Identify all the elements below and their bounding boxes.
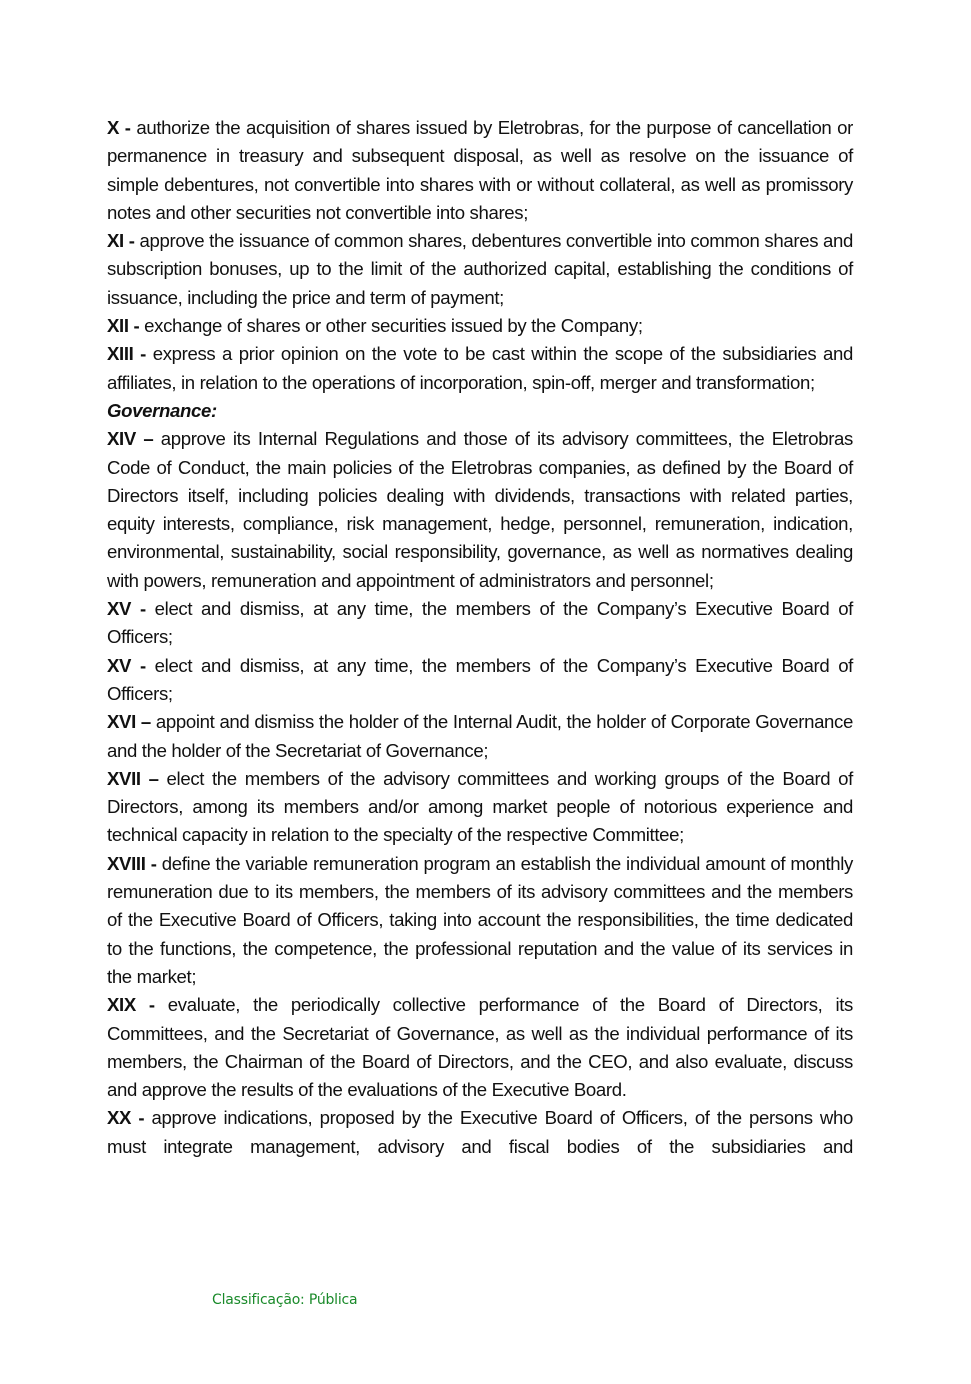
clause-number: XX - <box>107 1107 145 1129</box>
clause-xi <box>107 227 853 312</box>
clause-number: X - <box>107 117 131 138</box>
clause-number: XI - <box>107 230 135 252</box>
clause-text: appoint and dismiss the holder of the Internal Audit, the holder of Corporate Governance and the holder of the Secretariat of Governance; <box>107 711 853 761</box>
clause-xx <box>107 1104 853 1161</box>
clause-text: exchange of shares or other securities issued by the Company; <box>139 315 643 337</box>
clause-xvi <box>107 708 853 765</box>
clause-xii <box>107 312 853 340</box>
clause-text: approve its Internal Regulations and those of its advisory committees, the Eletrobras Code of Conduct, the main policies of the Eletrobras companies, as defined by the Board of Directors itself, including policies dealing with dividends, transactions with related parties, equity interests, compliance, risk management, hedge, personnel, remuneration, indication, environmental, sustainability, social responsibility, governance, as well as normatives dealing with powers, remuneration and appointment of administrators and personnel; <box>107 428 853 591</box>
clause-text: evaluate, the periodically collective performance of the Board of Directors, its Committees, and the Secretariat of Governance, as well as the individual performance of its members, the Chairman of the Board of Directors, and the CEO, and also evaluate, discuss and approve the results of the evaluations of the Executive Board. <box>107 994 854 1101</box>
clause-number: XII - <box>107 315 140 337</box>
clause-number: XV - <box>107 598 146 620</box>
section-heading-governance: Governance: <box>107 399 217 421</box>
classification-label: Classificação: Pública <box>212 1292 358 1308</box>
clause-xv <box>107 595 853 652</box>
clause-number: XVIII - <box>107 852 157 874</box>
clause-xv-duplicate <box>107 652 853 709</box>
clause-number: XV - <box>107 654 146 676</box>
clause-xviii <box>107 850 853 991</box>
clause-number: XIV – <box>107 428 154 450</box>
clause-text: authorize the acquisition of shares issued by Eletrobras, for the purpose of cancellation or permanence in treasury and subsequent disposal, as well as resolve on the issuance of simple debentures, not convertible into shares with or without collateral, as well as promissory notes and other securities not convertible into shares; <box>107 117 853 223</box>
clause-xix <box>107 991 853 1104</box>
clause-number: XIX - <box>107 994 155 1016</box>
clause-text: express a prior opinion on the vote to be cast within the scope of the subsidiaries and affiliates, in relation to the operations of incorporation, spin-off, merger and transformation; <box>107 343 853 393</box>
clause-text: elect and dismiss, at any time, the members of the Company’s Executive Board of Officers; <box>107 598 853 648</box>
clause-number: XVI – <box>107 711 151 733</box>
clause-x <box>107 114 853 227</box>
clause-text: approve the issuance of common shares, debentures convertible into common shares and subscription bonuses, up to the limit of the authorized capital, establishing the conditions of issuance, including the price and term of payment; <box>107 230 854 308</box>
document-body <box>107 114 853 1161</box>
clause-number: XVII – <box>107 767 159 789</box>
clause-text: approve indications, proposed by the Executive Board of Officers, of the persons who must integrate management, advisory and fiscal bodies of the subsidiaries and <box>107 1107 853 1157</box>
clause-text: elect and dismiss, at any time, the members of the Company’s Executive Board of Officers; <box>107 654 853 704</box>
clause-xvii <box>107 765 853 850</box>
clause-number: XIII - <box>107 343 147 365</box>
clause-text: elect the members of the advisory committees and working groups of the Board of Directors, among its members and/or among market people of notorious experience and technical capacity in relation to the specialty of the respective Committee; <box>107 767 853 846</box>
clause-xiv <box>107 425 853 595</box>
clause-text: define the variable remuneration program an establish the individual amount of monthly remuneration due to its members, the members of its advisory committees and the members of the Executive Board of Officers, taking into account the responsibilities, the time dedicated to the functions, the competence, the professional reputation and the value of its services in the market; <box>107 852 853 987</box>
clause-xiii <box>107 340 853 397</box>
